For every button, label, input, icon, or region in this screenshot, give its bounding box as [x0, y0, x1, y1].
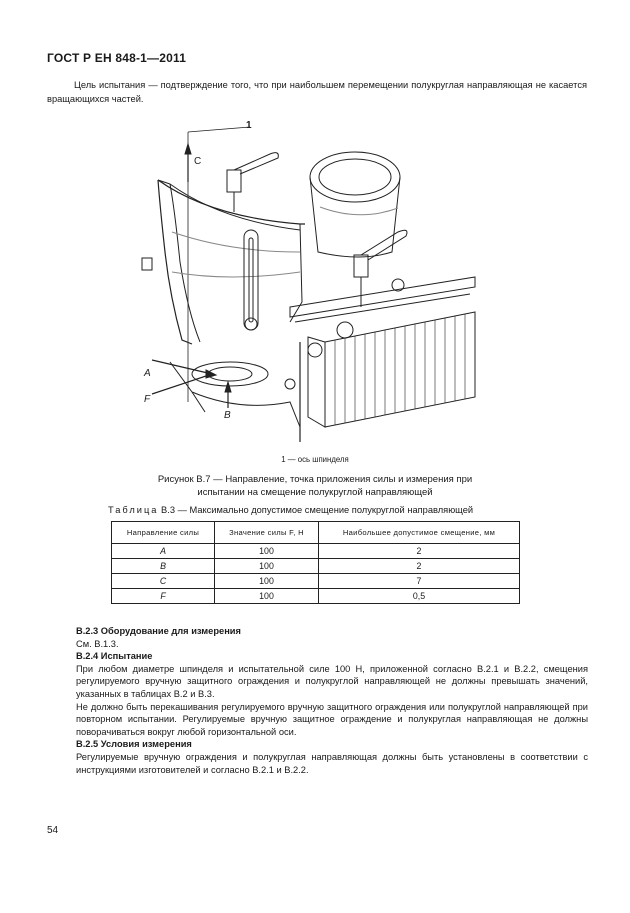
table-title-text: В.3 — Максимально допустимое смещение полукруглой направляющей [161, 505, 474, 515]
cell-displacement: 2 [319, 559, 520, 574]
table-row [112, 589, 520, 604]
page-number: 54 [47, 825, 59, 836]
right-clamp-handle [354, 255, 368, 277]
cell-force: 100 [215, 544, 319, 559]
cell-direction: С [112, 574, 215, 589]
header-direction: Направление силы [112, 522, 215, 544]
cell-force: 100 [215, 574, 319, 589]
cell-displacement: 7 [319, 574, 520, 589]
table-title-prefix: Таблица [108, 505, 159, 515]
heading-b24: В.2.4 Испытание [76, 651, 153, 662]
cell-displacement: 2 [319, 544, 520, 559]
semicircular-guide [158, 180, 192, 344]
text-b24-p2: Не должно быть перекашивания регулируемого вручную защитного ограждения или полукруглой направляющей при повторном испытании. Регулируемые вручную защитное ограждение и полукруглая направляющая не должны поворачиваться вокруг любой горизонтальной оси. [76, 701, 588, 737]
cell-force: 100 [215, 589, 319, 604]
header-displacement: Наибольшее допустимое смещение, мм [319, 522, 520, 544]
displacement-table [111, 521, 520, 604]
table-row [112, 559, 520, 574]
intro-paragraph: Цель испытания — подтверждение того, что при наибольшем перемещении полукруглая направляющая не касается вращающихся частей. [47, 80, 587, 104]
figure-b7-drawing [130, 112, 500, 447]
body-sections [76, 625, 588, 776]
label-b: B [224, 410, 231, 421]
upper-clamp-handle [227, 170, 241, 192]
callout-1: 1 [246, 120, 252, 131]
table-title [108, 505, 473, 515]
table-header-row [112, 522, 520, 544]
spindle-base [192, 362, 268, 386]
label-a: A [144, 368, 151, 379]
cell-direction: F [112, 589, 215, 604]
arrow-f [152, 374, 212, 394]
text-b24-p1: При любом диаметре шпинделя и испытательной силе 100 Н, приложенной согласно В.2.1 и В.2.2, смещения регулируемого вручную защитного ограждения и полукруглой направляющей не должны превышать значений, указанных в таблицах В.2 и В.3. [76, 663, 588, 699]
text-b23: См. В.1.3. [76, 638, 119, 649]
figure-caption-line-2: испытании на смещение полукруглой направляющей [197, 487, 433, 498]
figure-key: 1 — ось шпинделя [281, 455, 349, 464]
text-b25-p1: Регулируемые вручную ограждения и полукруглая направляющая должны быть установлены в соответствии с инструкциями изготовителей и согласно В.2.1 и В.2.2. [76, 751, 588, 775]
figure-caption [100, 473, 530, 499]
cell-direction: А [112, 544, 215, 559]
heading-b25: В.2.5 Условия измерения [76, 739, 192, 750]
label-c: С [194, 156, 202, 167]
cell-direction: В [112, 559, 215, 574]
label-f: F [144, 394, 151, 405]
header-force: Значение силы F, Н [215, 522, 319, 544]
cell-displacement: 0,5 [319, 589, 520, 604]
table-row [112, 574, 520, 589]
fence-block [325, 312, 475, 427]
cell-force: 100 [215, 559, 319, 574]
heading-b23: В.2.3 Оборудование для измерения [76, 626, 241, 636]
document-header: ГОСТ Р ЕН 848-1—2011 [47, 51, 187, 65]
figure-caption-line-1: Рисунок В.7 — Направление, точка приложения силы и измерения при [157, 474, 473, 485]
table-row [112, 544, 520, 559]
arrow-a [152, 360, 212, 374]
